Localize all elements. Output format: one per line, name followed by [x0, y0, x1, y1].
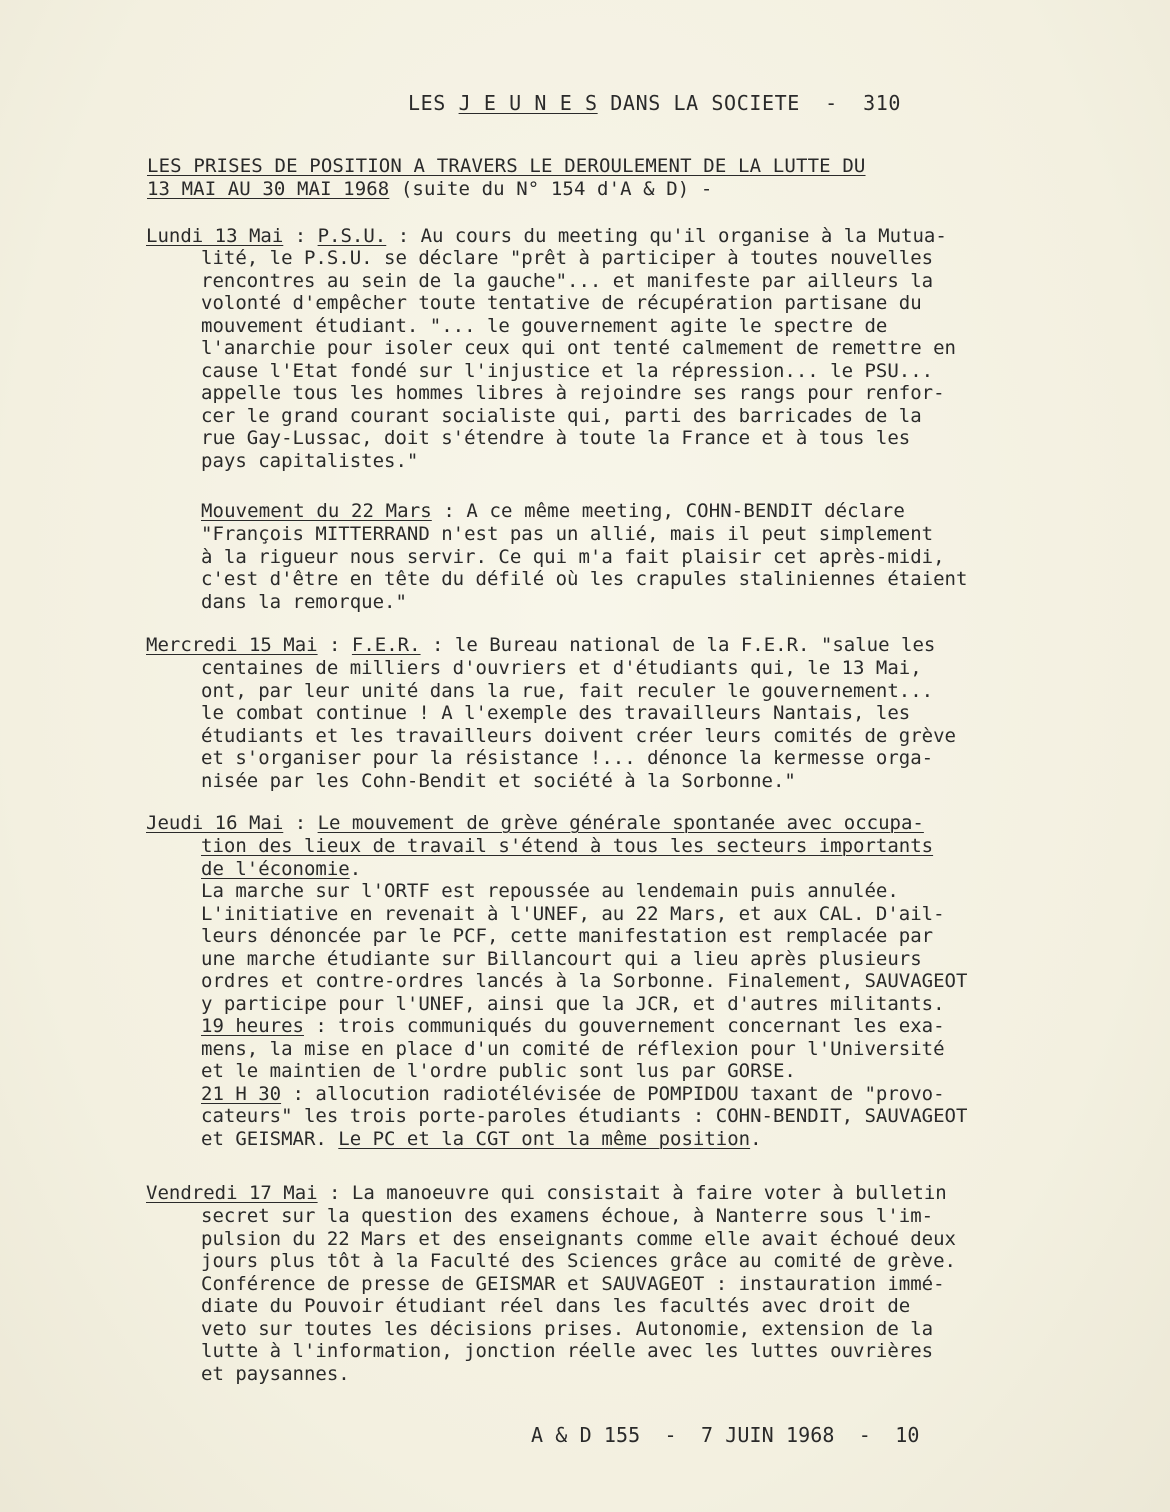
headline-line3 [201, 858, 967, 881]
text-line: cer le grand courant socialiste qui, parti des barricades de la [201, 404, 922, 427]
entry-mouvement-body [201, 523, 967, 613]
entry-first-line: : A ce même meeting, COHN-BENDIT déclare [431, 500, 905, 522]
separator: : [283, 812, 318, 834]
entry-lundi [146, 225, 947, 248]
entry-mercredi [146, 634, 935, 657]
punctuation: . [750, 1127, 762, 1150]
text-line: l'anarchie pour isoler ceux qui ont tenté calmement de remettre en [201, 337, 956, 359]
separator: : [317, 634, 352, 656]
entry-vendredi [146, 1182, 947, 1205]
page-footer: A & D 155 - 7 JUIN 1968 - 10 [531, 1423, 920, 1447]
time-label: 19 heures [201, 1015, 304, 1037]
entry-jeudi [146, 812, 924, 835]
header-post: DANS LA SOCIETE - 310 [597, 91, 902, 115]
entry-first-line: : La manoeuvre qui consistait à faire voter à bulletin [317, 1182, 947, 1204]
text-line: La marche sur l'ORTF est repoussée au lendemain puis annulée. [201, 880, 899, 902]
date-label: Mercredi 15 Mai [146, 634, 318, 656]
text-line: lutte à l'information, jonction réelle avec les luttes ouvrières [201, 1340, 934, 1362]
text-line: étudiants et les travailleurs doivent créer leurs comités de grève [201, 724, 956, 747]
text-line: le combat continue ! A l'exemple des travailleurs Nantais, les [201, 702, 911, 724]
text-line: mens, la mise en place d'un comité de réflexion pour l'Université [201, 1037, 945, 1060]
text-line: appelle tous les hommes libres à rejoindre ses rangs pour renfor- [201, 382, 945, 404]
time-text: : allocution radiotélévisée de POMPIDOU taxant de "provo- [281, 1082, 945, 1105]
last-line [201, 1128, 967, 1151]
text-line: mouvement étudiant. "... le gouvernement agite le spectre de [201, 314, 888, 337]
org-label: P.S.U. [317, 225, 387, 247]
text-line: veto sur toutes les décisions prises. Autonomie, extension de la [201, 1317, 934, 1340]
header-pre: LES [408, 91, 459, 115]
page-header [408, 92, 901, 115]
time-line [201, 1015, 967, 1038]
text-line: y participe pour l'UNEF, ainsi que la JCR, et d'autres militants. [201, 992, 945, 1015]
section-title-line1: LES PRISES DE POSITION A TRAVERS LE DEROULEMENT DE LA LUTTE DU [147, 155, 866, 177]
text-line: nisée par les Cohn-Bendit et société à la Sorbonne." [201, 769, 796, 792]
text-line: centaines de milliers d'ouvriers et d'étudiants qui, le 13 Mai, [201, 657, 922, 679]
text-line: c'est d'être en tête du défilé où les crapules staliniennes étaient [201, 568, 968, 590]
org-label: F.E.R. [351, 634, 421, 656]
entry-first-line: : Au cours du meeting qu'il organise à la Mutua- [386, 225, 947, 247]
time-label: 21 H 30 [201, 1082, 282, 1105]
date-label: Vendredi 17 Mai [146, 1182, 318, 1204]
text-line: à la rigueur nous servir. Ce qui m'a fait plaisir cet après-midi, [201, 545, 945, 568]
text-line: "François MITTERRAND n'est pas un allié, mais il peut simplement [201, 523, 934, 545]
text-line: cateurs" les trois porte-paroles étudiants : COHN-BENDIT, SAUVAGEOT [201, 1105, 968, 1127]
headline: de l'économie [201, 857, 350, 880]
text-line: jours plus tôt à la Faculté des Sciences grâce au comité de grève. [201, 1250, 956, 1272]
text-line: cause l'Etat fondé sur l'injustice et la répression... le PSU... [201, 359, 934, 382]
headline: tion des lieux de travail s'étend à tous les secteurs importants [201, 835, 934, 857]
text-line: et s'organiser pour la résistance !... dénonce la kermesse orga- [201, 747, 934, 769]
text-part: et GEISMAR. [201, 1127, 339, 1150]
text-line: L'initiative en revenait à l'UNEF, au 22 Mars, et aux CAL. D'ail- [201, 902, 945, 925]
time-line [201, 1083, 967, 1106]
text-line: rue Gay-Lussac, doit s'étendre à toute la France et à tous les [201, 427, 911, 449]
text-line: ont, par leur unité dans la rue, fait reculer le gouvernement... [201, 679, 934, 702]
text-line: rencontres au sein de la gauche"... et manifeste par ailleurs la [201, 269, 934, 292]
date-label: Lundi 13 Mai [146, 225, 284, 247]
section-title-line2 [147, 178, 712, 201]
entry-lundi-body [201, 247, 956, 472]
entry-jeudi-body [201, 835, 967, 1150]
separator: : [283, 225, 318, 247]
entry-mercredi-body [201, 657, 956, 792]
entry-first-line: : le Bureau national de la F.E.R. "salue les [420, 634, 936, 656]
text-line: une marche étudiante sur Billancourt qui a lieu après plusieurs [201, 947, 922, 970]
headline: Le mouvement de grève générale spontanée avec occupa- [317, 812, 924, 834]
underlined-text: Le PC et la CGT ont la même position [338, 1127, 751, 1150]
text-line: Conférence de presse de GEISMAR et SAUVAGEOT : instauration immé- [201, 1272, 945, 1295]
group-label: Mouvement du 22 Mars [201, 500, 432, 522]
date-label: Jeudi 16 Mai [146, 812, 284, 834]
text-line: et le maintien de l'ordre public sont lus par GORSE. [201, 1060, 796, 1082]
text-line: diate du Pouvoir étudiant réel dans les facultés avec droit de [201, 1295, 911, 1317]
text-line: et paysannes. [201, 1362, 350, 1385]
text-line: dans la remorque." [201, 590, 407, 613]
title-suite: (suite du N° 154 d'A & D) - [389, 178, 713, 200]
text-line: pays capitalistes." [201, 449, 419, 472]
text-line: volonté d'empêcher toute tentative de récupération partisane du [201, 292, 922, 314]
punctuation: . [349, 857, 362, 880]
text-line: leurs dénoncée par le PCF, cette manifestation est remplacée par [201, 925, 934, 947]
text-line: secret sur la question des examens échoue, à Nanterre sous l'im- [201, 1205, 934, 1227]
time-text: : trois communiqués du gouvernement concernant les exa- [303, 1015, 945, 1037]
headline-line2 [201, 835, 967, 858]
text-line: lité, le P.S.U. se déclare "prêt à participer à toutes nouvelles [201, 247, 934, 269]
text-line: pulsion du 22 Mars et des enseignants comme elle avait échoué deux [201, 1227, 956, 1250]
text-line: ordres et contre-ordres lancés à la Sorbonne. Finalement, SAUVAGEOT [201, 970, 968, 992]
entry-vendredi-body [201, 1205, 956, 1385]
header-jeunes: J E U N E S [458, 91, 598, 115]
title-dates: 13 MAI AU 30 MAI 1968 [147, 178, 390, 200]
entry-mouvement [201, 500, 905, 523]
